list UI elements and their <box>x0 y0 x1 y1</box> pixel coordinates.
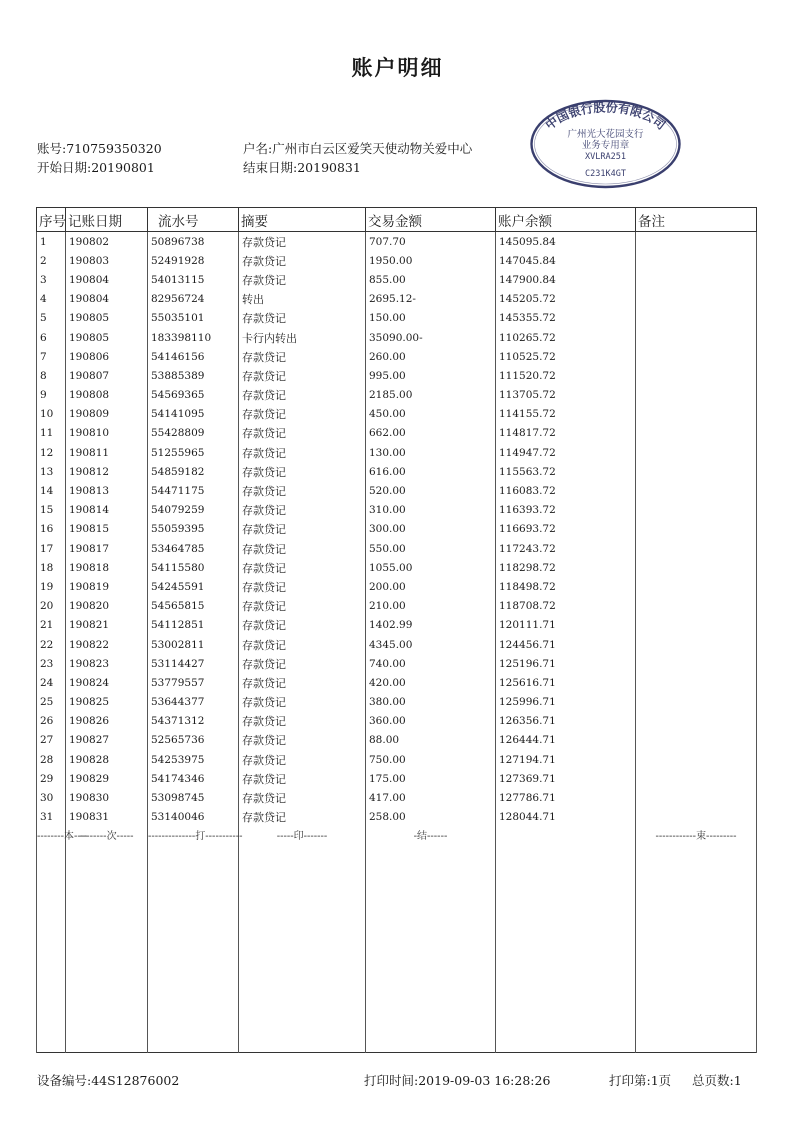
cell-transaction-amount: 420.00 <box>366 673 496 692</box>
cell-account-balance: 111520.72 <box>496 366 636 385</box>
cell-remarks <box>636 558 757 577</box>
cell-transaction-amount: 200.00 <box>366 577 496 596</box>
column-header: 记账日期 <box>66 208 148 232</box>
cell-summary: 存款贷记 <box>239 386 366 405</box>
table-row <box>37 386 757 405</box>
column-header: 交易金额 <box>366 208 496 232</box>
cell-account-balance: 118498.72 <box>496 577 636 596</box>
cell-account-balance: 110265.72 <box>496 328 636 347</box>
table-row <box>37 597 757 616</box>
cell-serial-number: 183398110 <box>148 328 239 347</box>
cell-row-index: 23 <box>37 654 66 673</box>
cell-summary: 存款贷记 <box>239 443 366 462</box>
cell-summary: 存款贷记 <box>239 347 366 366</box>
cell-remarks <box>636 788 757 807</box>
cell-remarks <box>636 769 757 788</box>
cell-remarks <box>636 366 757 385</box>
table-row <box>37 654 757 673</box>
cell-remarks <box>636 731 757 750</box>
cell-posting-date: 190802 <box>66 232 148 252</box>
table-row <box>37 366 757 385</box>
cell-row-index: 17 <box>37 539 66 558</box>
cell-transaction-amount: 300.00 <box>366 520 496 539</box>
cell-posting-date: 190812 <box>66 462 148 481</box>
cell-posting-date: 190804 <box>66 290 148 309</box>
cell-transaction-amount: 707.70 <box>366 232 496 252</box>
table-row <box>37 462 757 481</box>
table-row <box>37 769 757 788</box>
cell-remarks <box>636 577 757 596</box>
table-row <box>37 270 757 289</box>
cell-posting-date: 190806 <box>66 347 148 366</box>
end-mark <box>496 827 636 843</box>
cell-remarks <box>636 481 757 500</box>
cell-posting-date: 190807 <box>66 366 148 385</box>
cell-remarks <box>636 750 757 769</box>
cell-account-balance: 114155.72 <box>496 405 636 424</box>
table-row <box>37 673 757 692</box>
cell-transaction-amount: 150.00 <box>366 309 496 328</box>
end-mark: --------本---- <box>37 827 66 843</box>
cell-account-balance: 114817.72 <box>496 424 636 443</box>
cell-remarks <box>636 309 757 328</box>
device-number: 设备编号:44S12876002 <box>37 1073 180 1088</box>
cell-summary: 转出 <box>239 290 366 309</box>
table-row <box>37 539 757 558</box>
column-header: 流水号 <box>148 208 239 232</box>
end-mark: --------次----- <box>66 827 148 843</box>
cell-row-index: 2 <box>37 251 66 270</box>
cell-row-index: 18 <box>37 558 66 577</box>
transaction-table <box>36 207 757 1053</box>
table-row <box>37 693 757 712</box>
cell-summary: 存款贷记 <box>239 808 366 827</box>
table-row <box>37 328 757 347</box>
cell-posting-date: 190831 <box>66 808 148 827</box>
cell-remarks <box>636 290 757 309</box>
cell-row-index: 26 <box>37 712 66 731</box>
cell-row-index: 1 <box>37 232 66 252</box>
cell-transaction-amount: 175.00 <box>366 769 496 788</box>
cell-transaction-amount: 855.00 <box>366 270 496 289</box>
seal-branch: 广州光大花园支行 <box>567 129 644 140</box>
cell-remarks <box>636 270 757 289</box>
cell-remarks <box>636 520 757 539</box>
table-row <box>37 481 757 500</box>
table-row <box>37 577 757 596</box>
cell-account-balance: 127194.71 <box>496 750 636 769</box>
cell-row-index: 13 <box>37 462 66 481</box>
cell-posting-date: 190809 <box>66 405 148 424</box>
blank-cell <box>148 843 239 1053</box>
cell-transaction-amount: 130.00 <box>366 443 496 462</box>
cell-transaction-amount: 616.00 <box>366 462 496 481</box>
cell-transaction-amount: 1055.00 <box>366 558 496 577</box>
cell-posting-date: 190811 <box>66 443 148 462</box>
cell-remarks <box>636 693 757 712</box>
cell-account-balance: 120111.71 <box>496 616 636 635</box>
cell-summary: 存款贷记 <box>239 673 366 692</box>
table-row <box>37 501 757 520</box>
cell-row-index: 22 <box>37 635 66 654</box>
blank-cell <box>496 843 636 1053</box>
cell-remarks <box>636 386 757 405</box>
cell-row-index: 31 <box>37 808 66 827</box>
column-header: 序号 <box>37 208 66 232</box>
cell-summary: 存款贷记 <box>239 462 366 481</box>
bank-seal-stamp <box>528 98 683 190</box>
cell-posting-date: 190822 <box>66 635 148 654</box>
cell-remarks <box>636 654 757 673</box>
cell-remarks <box>636 712 757 731</box>
table-header-row <box>37 208 757 232</box>
cell-remarks <box>636 462 757 481</box>
cell-summary: 存款贷记 <box>239 405 366 424</box>
cell-row-index: 16 <box>37 520 66 539</box>
cell-remarks <box>636 232 757 252</box>
cell-serial-number: 55428809 <box>148 424 239 443</box>
cell-summary: 存款贷记 <box>239 232 366 252</box>
cell-row-index: 5 <box>37 309 66 328</box>
cell-serial-number: 82956724 <box>148 290 239 309</box>
cell-remarks <box>636 501 757 520</box>
cell-summary: 存款贷记 <box>239 577 366 596</box>
cell-row-index: 9 <box>37 386 66 405</box>
cell-summary: 存款贷记 <box>239 520 366 539</box>
cell-serial-number: 54253975 <box>148 750 239 769</box>
table-row <box>37 731 757 750</box>
column-header: 摘要 <box>239 208 366 232</box>
cell-serial-number: 54471175 <box>148 481 239 500</box>
cell-summary: 存款贷记 <box>239 750 366 769</box>
cell-row-index: 30 <box>37 788 66 807</box>
cell-transaction-amount: 417.00 <box>366 788 496 807</box>
cell-account-balance: 125616.71 <box>496 673 636 692</box>
seal-bank-name: 中国银行股份有限公司 <box>542 100 669 133</box>
column-header: 备注 <box>636 208 757 232</box>
blank-area-row <box>37 843 757 1053</box>
cell-remarks <box>636 405 757 424</box>
column-header: 账户余额 <box>496 208 636 232</box>
cell-account-balance: 147900.84 <box>496 270 636 289</box>
end-mark: -----印------- <box>239 827 366 843</box>
cell-serial-number: 53114427 <box>148 654 239 673</box>
cell-account-balance: 116393.72 <box>496 501 636 520</box>
cell-remarks <box>636 347 757 366</box>
cell-row-index: 29 <box>37 769 66 788</box>
cell-transaction-amount: 35090.00- <box>366 328 496 347</box>
account-name: 户名:广州市白云区爱笑天使动物关爱中心 <box>243 141 473 156</box>
cell-row-index: 8 <box>37 366 66 385</box>
cell-transaction-amount: 260.00 <box>366 347 496 366</box>
cell-transaction-amount: 360.00 <box>366 712 496 731</box>
cell-posting-date: 190824 <box>66 673 148 692</box>
blank-cell <box>37 843 66 1053</box>
cell-summary: 存款贷记 <box>239 731 366 750</box>
cell-serial-number: 53779557 <box>148 673 239 692</box>
cell-posting-date: 190805 <box>66 309 148 328</box>
cell-remarks <box>636 673 757 692</box>
cell-posting-date: 190805 <box>66 328 148 347</box>
table-row <box>37 405 757 424</box>
cell-account-balance: 113705.72 <box>496 386 636 405</box>
cell-row-index: 3 <box>37 270 66 289</box>
cell-transaction-amount: 310.00 <box>366 501 496 520</box>
cell-summary: 卡行内转出 <box>239 328 366 347</box>
blank-cell <box>239 843 366 1053</box>
cell-transaction-amount: 450.00 <box>366 405 496 424</box>
cell-summary: 存款贷记 <box>239 270 366 289</box>
cell-posting-date: 190818 <box>66 558 148 577</box>
cell-serial-number: 53885389 <box>148 366 239 385</box>
cell-posting-date: 190821 <box>66 616 148 635</box>
cell-serial-number: 54112851 <box>148 616 239 635</box>
cell-row-index: 7 <box>37 347 66 366</box>
end-of-statement-row <box>37 827 757 843</box>
cell-transaction-amount: 4345.00 <box>366 635 496 654</box>
cell-remarks <box>636 808 757 827</box>
cell-transaction-amount: 995.00 <box>366 366 496 385</box>
cell-transaction-amount: 210.00 <box>366 597 496 616</box>
cell-account-balance: 125996.71 <box>496 693 636 712</box>
print-time: 打印时间:2019-09-03 16:28:26 <box>364 1073 551 1088</box>
cell-posting-date: 190829 <box>66 769 148 788</box>
seal-purpose: 业务专用章 <box>581 140 630 151</box>
cell-row-index: 11 <box>37 424 66 443</box>
start-date: 开始日期:20190801 <box>37 160 155 175</box>
cell-serial-number: 55035101 <box>148 309 239 328</box>
cell-transaction-amount: 520.00 <box>366 481 496 500</box>
cell-serial-number: 54859182 <box>148 462 239 481</box>
cell-posting-date: 190819 <box>66 577 148 596</box>
cell-serial-number: 53140046 <box>148 808 239 827</box>
cell-row-index: 4 <box>37 290 66 309</box>
table-row <box>37 616 757 635</box>
cell-serial-number: 54371312 <box>148 712 239 731</box>
cell-posting-date: 190826 <box>66 712 148 731</box>
cell-summary: 存款贷记 <box>239 481 366 500</box>
cell-row-index: 24 <box>37 673 66 692</box>
cell-serial-number: 53098745 <box>148 788 239 807</box>
cell-summary: 存款贷记 <box>239 712 366 731</box>
cell-account-balance: 145205.72 <box>496 290 636 309</box>
cell-serial-number: 53644377 <box>148 693 239 712</box>
table-row <box>37 290 757 309</box>
cell-serial-number: 54141095 <box>148 405 239 424</box>
cell-posting-date: 190808 <box>66 386 148 405</box>
cell-transaction-amount: 750.00 <box>366 750 496 769</box>
end-mark: --------------打----------- <box>148 827 239 843</box>
cell-transaction-amount: 1402.99 <box>366 616 496 635</box>
cell-summary: 存款贷记 <box>239 558 366 577</box>
cell-remarks <box>636 424 757 443</box>
cell-serial-number: 55059395 <box>148 520 239 539</box>
cell-summary: 存款贷记 <box>239 539 366 558</box>
cell-remarks <box>636 635 757 654</box>
cell-account-balance: 110525.72 <box>496 347 636 366</box>
table-row <box>37 443 757 462</box>
cell-transaction-amount: 380.00 <box>366 693 496 712</box>
cell-summary: 存款贷记 <box>239 654 366 673</box>
cell-serial-number: 54115580 <box>148 558 239 577</box>
cell-row-index: 20 <box>37 597 66 616</box>
cell-serial-number: 52491928 <box>148 251 239 270</box>
end-mark: ------------束--------- <box>636 827 757 843</box>
table-row <box>37 520 757 539</box>
cell-account-balance: 114947.72 <box>496 443 636 462</box>
cell-serial-number: 54146156 <box>148 347 239 366</box>
cell-summary: 存款贷记 <box>239 769 366 788</box>
cell-serial-number: 53464785 <box>148 539 239 558</box>
cell-transaction-amount: 740.00 <box>366 654 496 673</box>
cell-posting-date: 190814 <box>66 501 148 520</box>
seal-code-2: C231K4GT <box>585 169 626 179</box>
cell-summary: 存款贷记 <box>239 597 366 616</box>
cell-transaction-amount: 88.00 <box>366 731 496 750</box>
cell-row-index: 28 <box>37 750 66 769</box>
cell-serial-number: 51255965 <box>148 443 239 462</box>
cell-remarks <box>636 539 757 558</box>
cell-summary: 存款贷记 <box>239 635 366 654</box>
cell-posting-date: 190813 <box>66 481 148 500</box>
cell-posting-date: 190804 <box>66 270 148 289</box>
cell-serial-number: 54245591 <box>148 577 239 596</box>
cell-remarks <box>636 597 757 616</box>
cell-posting-date: 190815 <box>66 520 148 539</box>
cell-serial-number: 50896738 <box>148 232 239 252</box>
cell-row-index: 27 <box>37 731 66 750</box>
cell-row-index: 25 <box>37 693 66 712</box>
cell-row-index: 15 <box>37 501 66 520</box>
table-row <box>37 712 757 731</box>
cell-remarks <box>636 328 757 347</box>
cell-posting-date: 190827 <box>66 731 148 750</box>
cell-posting-date: 190810 <box>66 424 148 443</box>
cell-row-index: 12 <box>37 443 66 462</box>
cell-summary: 存款贷记 <box>239 366 366 385</box>
seal-code-1: XVLRA251 <box>585 152 626 162</box>
cell-summary: 存款贷记 <box>239 693 366 712</box>
cell-row-index: 19 <box>37 577 66 596</box>
cell-posting-date: 190823 <box>66 654 148 673</box>
cell-account-balance: 147045.84 <box>496 251 636 270</box>
cell-transaction-amount: 258.00 <box>366 808 496 827</box>
cell-posting-date: 190830 <box>66 788 148 807</box>
cell-account-balance: 124456.71 <box>496 635 636 654</box>
table-row <box>37 750 757 769</box>
total-pages: 总页数:1 <box>692 1073 742 1088</box>
cell-summary: 存款贷记 <box>239 424 366 443</box>
cell-account-balance: 115563.72 <box>496 462 636 481</box>
cell-remarks <box>636 251 757 270</box>
cell-account-balance: 117243.72 <box>496 539 636 558</box>
cell-posting-date: 190817 <box>66 539 148 558</box>
table-row <box>37 635 757 654</box>
table-row <box>37 309 757 328</box>
cell-summary: 存款贷记 <box>239 788 366 807</box>
cell-serial-number: 53002811 <box>148 635 239 654</box>
cell-account-balance: 116083.72 <box>496 481 636 500</box>
cell-posting-date: 190803 <box>66 251 148 270</box>
cell-account-balance: 116693.72 <box>496 520 636 539</box>
cell-posting-date: 190828 <box>66 750 148 769</box>
cell-row-index: 6 <box>37 328 66 347</box>
cell-transaction-amount: 662.00 <box>366 424 496 443</box>
cell-transaction-amount: 2695.12- <box>366 290 496 309</box>
cell-summary: 存款贷记 <box>239 616 366 635</box>
cell-row-index: 10 <box>37 405 66 424</box>
page-title: 账户明细 <box>351 56 444 80</box>
table-row <box>37 251 757 270</box>
cell-account-balance: 127786.71 <box>496 788 636 807</box>
table-row <box>37 232 757 252</box>
cell-row-index: 14 <box>37 481 66 500</box>
cell-account-balance: 126444.71 <box>496 731 636 750</box>
table-row <box>37 558 757 577</box>
blank-cell <box>366 843 496 1053</box>
cell-transaction-amount: 2185.00 <box>366 386 496 405</box>
cell-serial-number: 54565815 <box>148 597 239 616</box>
end-mark: -结------ <box>366 827 496 843</box>
cell-serial-number: 52565736 <box>148 731 239 750</box>
cell-serial-number: 54013115 <box>148 270 239 289</box>
cell-transaction-amount: 1950.00 <box>366 251 496 270</box>
cell-summary: 存款贷记 <box>239 251 366 270</box>
cell-account-balance: 126356.71 <box>496 712 636 731</box>
cell-account-balance: 145355.72 <box>496 309 636 328</box>
table-row <box>37 347 757 366</box>
end-date: 结束日期:20190831 <box>243 160 361 175</box>
page-number: 打印第:1页 <box>609 1073 672 1088</box>
cell-row-index: 21 <box>37 616 66 635</box>
table-row <box>37 808 757 827</box>
blank-cell <box>636 843 757 1053</box>
table-row <box>37 424 757 443</box>
cell-posting-date: 190825 <box>66 693 148 712</box>
cell-account-balance: 128044.71 <box>496 808 636 827</box>
cell-serial-number: 54079259 <box>148 501 239 520</box>
blank-cell <box>66 843 148 1053</box>
cell-remarks <box>636 616 757 635</box>
cell-account-balance: 118298.72 <box>496 558 636 577</box>
cell-serial-number: 54569365 <box>148 386 239 405</box>
cell-posting-date: 190820 <box>66 597 148 616</box>
account-number: 账号:710759350320 <box>37 141 162 156</box>
table-row <box>37 788 757 807</box>
cell-account-balance: 127369.71 <box>496 769 636 788</box>
cell-account-balance: 125196.71 <box>496 654 636 673</box>
cell-summary: 存款贷记 <box>239 309 366 328</box>
cell-account-balance: 118708.72 <box>496 597 636 616</box>
cell-account-balance: 145095.84 <box>496 232 636 252</box>
cell-summary: 存款贷记 <box>239 501 366 520</box>
cell-remarks <box>636 443 757 462</box>
cell-transaction-amount: 550.00 <box>366 539 496 558</box>
cell-serial-number: 54174346 <box>148 769 239 788</box>
